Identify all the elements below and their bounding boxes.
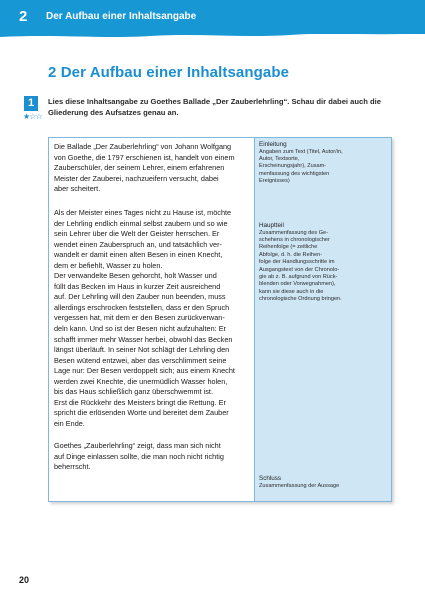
chapter-title: Der Aufbau einer Inhaltsangabe (46, 11, 197, 22)
sidebar-section-conclusion (259, 475, 389, 490)
intro-paragraph: Die Ballade „Der Zauberlehrling“ von Johann Wolfgang von Goethe, die 1797 erschienen ist, handelt von einem Zauberschüler, der seinem Lehrer, einem erfahrenen Meister der Zauberei, nachzueifern versucht, dabei aber scheitert. (54, 142, 235, 194)
sidebar-note: Zusammenfassung des Ge- schehens in chronologischer Reihenfolge (= zeitliche Abfolge, d. h. die Reihen- folge der Handlungsschritte im Ausgangstext von der Chronolo- gie ab z. B. aufgrund von Rück- blenden oder Vorwegnahmen), kann sie diese auch in die chronologische Ordnung bringen. (259, 229, 342, 303)
sidebar-heading: Hauptteil (259, 222, 284, 229)
chapter-number: 2 (19, 8, 28, 25)
sidebar-section-intro (259, 141, 389, 186)
sidebar-section-main (259, 222, 389, 304)
structure-sidebar (255, 138, 391, 501)
sidebar-heading: Einleitung (259, 141, 287, 148)
task-instruction: Lies diese Inhaltsangabe zu Goethes Ballade „Der Zauberlehrling“. Schau dir dabei auch die Gliederung des Aufsatzes genau an. (48, 97, 381, 117)
section-title: 2 Der Aufbau einer Inhaltsangabe (48, 64, 290, 81)
summary-text-column (49, 138, 255, 501)
task-number-badge: 1 (24, 96, 38, 111)
sidebar-heading: Schluss (259, 475, 282, 482)
sidebar-note: Angaben zum Text (Titel, Autor/in, Autor, Textsorte, Erscheinungsjahr), Zusam- menfassung des wichtigsten Ereignisses) (259, 148, 343, 185)
header-brush-edge (0, 30, 425, 40)
sidebar-note: Zusammenfassung der Aussage (259, 482, 340, 489)
main-paragraph: Als der Meister eines Tages nicht zu Hause ist, möchte der Lehrling endlich einmal selbst zaubern und so wie sein Lehrer über die Welt der Geister herrschen. Er wendet einen Zauberspruch an, und tatsächlich ver- wandelt er damit einen alten Besen in einen Knecht, dem er befiehlt, Wasser zu holen. Der verwandelte Besen gehorcht, holt Wasser und füllt das Becken im Haus in kurzer Zeit ausreichend auf. Der Lehrling will den Zauber nun beenden, muss allerdings erschrocken feststellen, dass er den Spruch vergessen hat, mit dem er den Besen zurückverwan- deln kann. Und so ist der Besen nicht aufzuhalten: Er schafft immer mehr Wasser herbei, obwohl das Becken längst überläuft. In seiner Not schlägt der Lehrling den Besen wütend entzwei, aber das verschlimmert seine Lage nur: Der Besen verdoppelt sich; aus einem Knecht werden zwei Knechte, die unermüdlich Wasser holen, bis das Haus schließlich ganz überschwemmt ist. Erst die Rückkehr des Meisters bringt die Rettung. Er spricht die erlösenden Worte und bereitet dem Zauber ein Ende. (54, 208, 235, 428)
difficulty-stars-icon: ★☆☆ (23, 112, 42, 121)
summary-document-box (48, 137, 392, 502)
conclusion-paragraph: Goethes „Zauberlehrling“ zeigt, dass man sich nicht auf Dinge einlassen sollte, die man noch nicht richtig beherrscht. (54, 441, 224, 472)
page-number: 20 (19, 575, 30, 585)
